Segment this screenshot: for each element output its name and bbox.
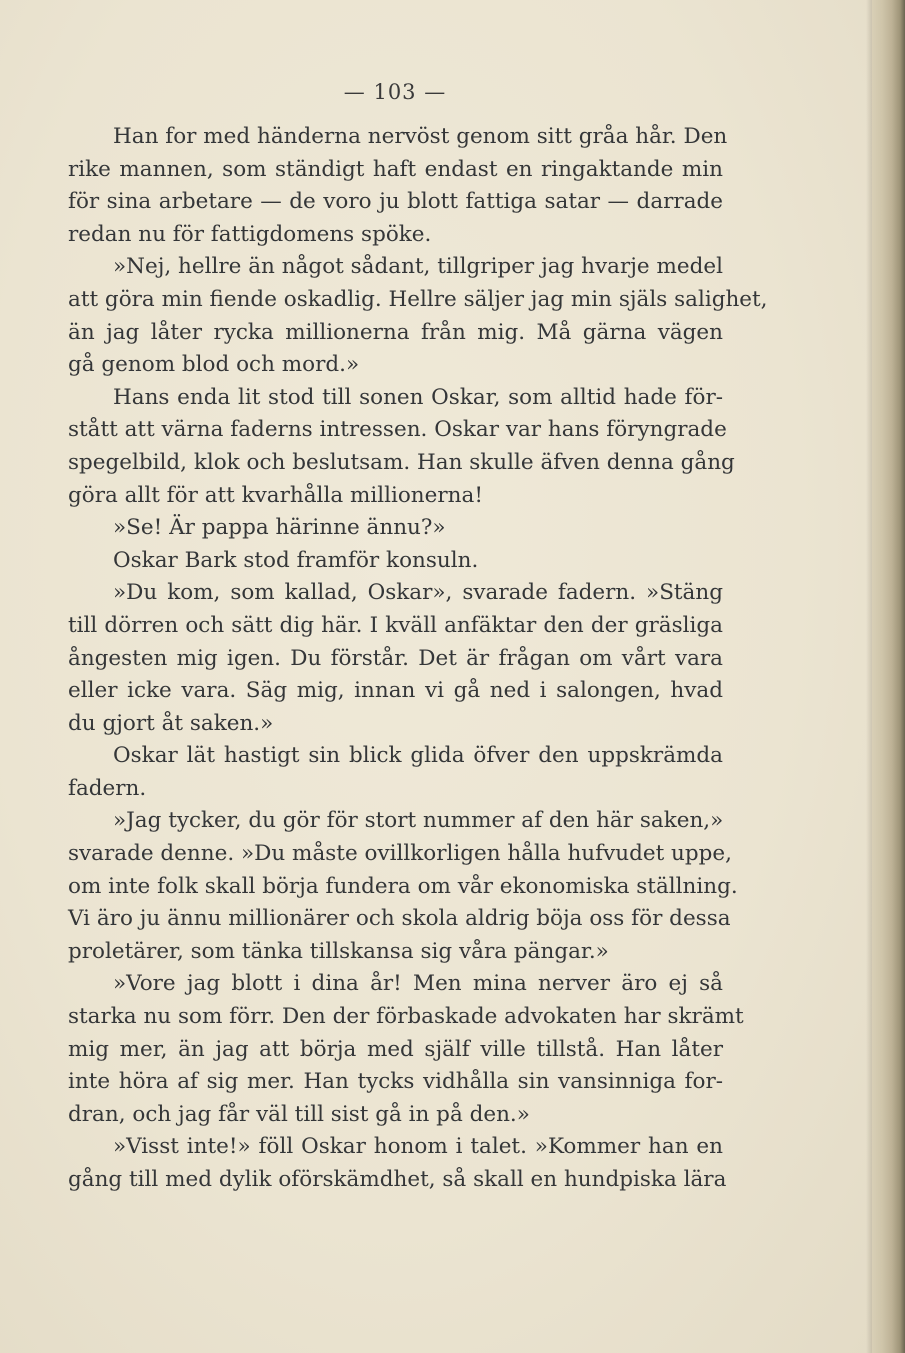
- text-line: »Vore jag blott i dina år! Men mina nerver äro ej så: [113, 971, 723, 997]
- text-line: svarade denne. »Du måste ovillkorligen hålla hufvudet uppe,: [68, 841, 732, 867]
- text-line: göra allt för att kvarhålla millionerna!: [68, 482, 483, 508]
- text-line: än jag låter rycka millionerna från mig. Må gärna vägen: [68, 319, 723, 345]
- text-line: du gjort åt saken.»: [68, 710, 274, 736]
- text-line: »Nej, hellre än något sådant, tillgriper jag hvarje medel: [113, 254, 723, 280]
- text-line: Han for med händerna nervöst genom sitt gråa hår. Den: [113, 124, 728, 149]
- text-line: gå genom blod och mord.»: [68, 352, 360, 378]
- body-text: [68, 121, 768, 1197]
- text-line: inte höra af sig mer. Han tycks vidhålla sin vansinniga for-: [68, 1069, 723, 1095]
- text-line: Oskar lät hastigt sin blick glida öfver den uppskrämda: [113, 743, 723, 769]
- text-line: spegelbild, klok och beslutsam. Han skulle äfven denna gång: [68, 449, 735, 475]
- text-line: starka nu som förr. Den der förbaskade advokaten har skrämt: [68, 1004, 744, 1030]
- text-line: »Se! Är pappa härinne ännu?»: [113, 515, 446, 541]
- book-binding-edge: [872, 0, 905, 1353]
- text-line: stått att värna faderns intressen. Oskar var hans föryngrade: [68, 417, 727, 443]
- text-line: Vi äro ju ännu millionärer och skola aldrig böja oss för dessa: [68, 906, 731, 932]
- text-line: fadern.: [68, 775, 147, 801]
- text-line: dran, och jag får väl till sist gå in på den.»: [68, 1101, 530, 1127]
- text-line: »Jag tycker, du gör för stort nummer af den här saken,»: [113, 808, 724, 834]
- text-line: Hans enda lit stod till sonen Oskar, som alltid hade för-: [113, 384, 723, 410]
- text-line: ångesten mig igen. Du förstår. Det är frågan om vårt vara: [68, 645, 723, 671]
- text-line: eller icke vara. Säg mig, innan vi gå ned i salongen, hvad: [68, 678, 723, 704]
- text-line: rike mannen, som ständigt haft endast en ringaktande min: [68, 156, 723, 182]
- text-line: Oskar Bark stod framför konsuln.: [113, 547, 479, 573]
- text-line: till dörren och sätt dig här. I kväll anfäktar den der gräsliga: [68, 612, 723, 638]
- text-line: »Visst inte!» föll Oskar honom i talet. »Kommer han en: [113, 1134, 723, 1160]
- text-line: att göra min fiende oskadlig. Hellre säljer jag min själs salighet,: [68, 286, 768, 312]
- text-line: redan nu för fattigdomens spöke.: [68, 221, 432, 247]
- text-line: för sina arbetare — de voro ju blott fattiga satar — darrade: [68, 189, 723, 215]
- text-line: mig mer, än jag att börja med själf ville tillstå. Han låter: [68, 1036, 723, 1062]
- text-line: proletärer, som tänka tillskansa sig våra pängar.»: [68, 938, 609, 964]
- text-line: »Du kom, som kallad, Oskar», svarade fadern. »Stäng: [113, 580, 723, 606]
- text-line: gång till med dylik oförskämdhet, så skall en hundpiska lära: [68, 1167, 727, 1192]
- page-number: — 103 —: [343, 80, 447, 104]
- text-line: om inte folk skall börja fundera om vår ekonomiska ställning.: [68, 873, 738, 899]
